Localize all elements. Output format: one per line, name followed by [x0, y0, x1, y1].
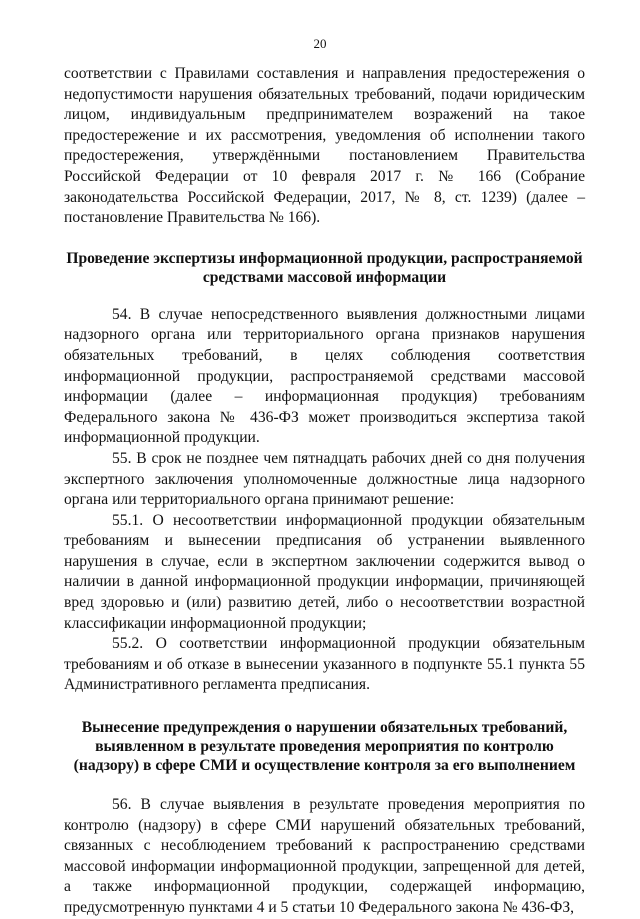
- paragraph-54: 54. В случае непосредственного выявления должностными лицами надзорного органа или территориального органа признаков нарушения обязательных требований, в целях соблюдения соответствия информационной продукции, распространяемой средствами массовой информации (далее – информационная продукция) требованиям Федерального закона № 436-ФЗ может производиться экспертиза такой информационной продукции.: [64, 305, 585, 447]
- paragraph-continuation: соответствии с Правилами составления и направления предостережения о недопустимости нарушения обязательных требований, подачи юридическим лицом, индивидуальным предпринимателем возражений на такое предостережение и их рассмотрения, уведомления об исполнении такого предостережения, утверждёнными постановлением Правительства Российской Федерации от 10 февраля 2017 г. № 166 (Собрание законодательства Российской Федерации, 2017, № 8, ст. 1239) (далее – постановление Правительства № 166).: [64, 65, 585, 227]
- paragraph-55-1: 55.1. О несоответствии информационной продукции обязательным требованиям и вынесении предписания об устранении выявленного нарушения в случае, если в экспертном заключении содержится вывод о наличии в данной информационной продукции информации, причиняющей вред здоровью и (или) развитию детей, либо о несоответствии возрастной классификации информационной продукции;: [64, 511, 585, 632]
- document-body: [64, 64, 585, 919]
- section-heading-expertise: Проведение экспертизы информационной продукции, распространяемой средствами массовой информации: [66, 249, 583, 286]
- section-heading-warning: Вынесение предупреждения о нарушении обязательных требований, выявленном в результате проведения мероприятия по контролю (надзору) в сфере СМИ и осуществление контроля за его выполнением: [73, 719, 576, 775]
- page-number: 20: [313, 36, 327, 51]
- paragraph-55: 55. В срок не позднее чем пятнадцать рабочих дней со дня получения экспертного заключения уполномоченные должностные лица надзорного органа или территориального органа принимают решение:: [64, 449, 585, 509]
- paragraph-55-2: 55.2. О соответствии информационной продукции обязательным требованиям и об отказе в вынесении указанного в подпункте 55.1 пункта 55 Административного регламента предписания.: [64, 635, 585, 694]
- paragraph-56: 56. В случае выявления в результате проведения мероприятия по контролю (надзору) в сфере СМИ нарушений обязательных требований, связанных с несоблюдением требований к распространению средствами массовой информации информационной продукции, запрещенной для детей, а также информационной продукции, содержащей информацию, предусмотренную пунктами 4 и 5 статьи 10 Федерального закона № 436-ФЗ,: [64, 796, 585, 916]
